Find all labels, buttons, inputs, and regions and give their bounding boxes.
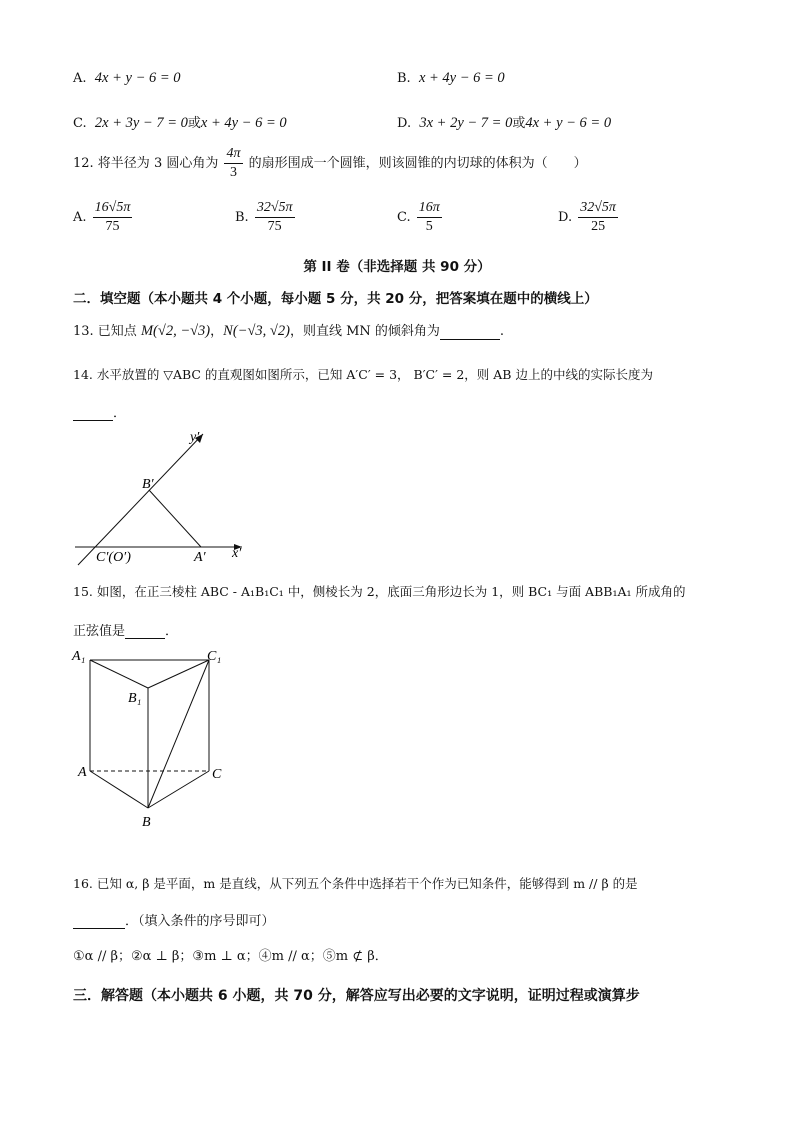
q15-text: 正弦值是 (73, 624, 126, 639)
option-expression-2: x + 4y − 6 = 0 (200, 115, 287, 131)
diagonal-b-c1 (148, 660, 209, 808)
point-b-label: B′ (142, 477, 154, 492)
q13-text-1: 13. 已知点 (73, 324, 141, 339)
answer-blank[interactable] (440, 327, 500, 340)
edge-a-b (90, 771, 148, 808)
option-label: C. (73, 116, 87, 131)
q13-stem (73, 320, 504, 340)
part2-title: 第 II 卷（非选择题 共 90 分） (303, 259, 491, 275)
q13-comma: ， (210, 324, 224, 339)
y-axis (78, 434, 203, 565)
q16-stem-line-2 (73, 910, 275, 929)
fraction-denominator: 3 (229, 165, 237, 180)
option-fraction (255, 200, 295, 235)
option-fraction (578, 200, 618, 235)
option-or: 或 (512, 116, 526, 131)
origin-label: C′(O′) (96, 550, 131, 565)
fraction-numerator: 32√5π (255, 200, 295, 218)
answer-blank[interactable] (73, 408, 113, 421)
section2-title: 二．填空题（本小题共 4 个小题，每小题 5 分，共 20 分，把答案填在题中的横线上） (73, 291, 598, 307)
q14-end: ． (113, 406, 127, 421)
q13-point-m: M(√2, −√3) (140, 323, 211, 339)
option-or: 或 (187, 116, 201, 131)
edge-b1-c1 (148, 660, 209, 688)
option-fraction (93, 200, 133, 235)
answer-blank[interactable] (125, 626, 165, 639)
q11-option-b (397, 70, 505, 87)
label-a: A (78, 765, 87, 780)
label-a1: A₁ (72, 649, 86, 664)
q16-conditions: ①α // β；②α ⊥ β；③m ⊥ α；④m // α；⑤m ⊄ β． (73, 949, 388, 964)
fraction-numerator: 32√5π (578, 200, 618, 218)
option-label: A. (73, 71, 87, 86)
q13-text-2: ，则直线 MN 的倾斜角为 (289, 324, 440, 339)
fraction-denominator: 75 (105, 219, 120, 234)
q12-option-b (235, 200, 297, 235)
x-axis-label: x′ (232, 546, 242, 561)
q15-end: ． (165, 624, 179, 639)
y-axis-label: y′ (190, 430, 200, 445)
label-c: C (212, 767, 222, 782)
label-c1: C₁ (207, 649, 222, 664)
option-label: D. (397, 116, 412, 131)
fraction-numerator: 16π (417, 200, 442, 218)
q11-option-d (397, 112, 611, 132)
edge-b-c (148, 771, 209, 808)
option-expression-2: 4x + y − 6 = 0 (525, 115, 612, 131)
q12-option-a (73, 200, 134, 235)
section3-title: 三．解答题（本小题共 6 小题，共 70 分，解答应写出必要的文字说明，证明过程或演算步 (73, 988, 640, 1004)
q11-option-c (73, 112, 287, 132)
q16-text: ．（填入条件的序号即可） (125, 914, 275, 929)
segment-b-a (149, 490, 201, 547)
option-expression: x + 4y − 6 = 0 (418, 70, 505, 86)
q11-option-a (73, 70, 181, 87)
q15-stem-line-2 (73, 620, 178, 639)
q12-option-d (558, 200, 620, 235)
option-expression-1: 3x + 2y − 7 = 0 (419, 115, 513, 131)
q15-figure (68, 640, 238, 835)
q14-stem: 14. 水平放置的 ▽ABC 的直观图如图所示，已知 A′C′ = 3， B′C′ = 2，则 AB 边上的中线的实际长度为 (73, 367, 653, 382)
option-label: C. (397, 210, 411, 225)
label-b1: B₁ (128, 691, 142, 706)
q16-stem-line-1: 16. 已知 α, β 是平面，m 是直线，从下列五个条件中选择若干个作为已知条件，能够得到 m // β 的是 (73, 876, 638, 891)
label-b: B (142, 815, 151, 830)
option-label: A. (73, 210, 87, 225)
fraction-denominator: 5 (425, 219, 433, 234)
point-a-label: A′ (194, 550, 206, 565)
option-expression-1: 2x + 3y − 7 = 0 (94, 115, 188, 131)
answer-blank[interactable] (73, 916, 125, 929)
q12-prefix: 12. 将半径为 3 圆心角为 (73, 156, 219, 171)
q15-stem-line-1: 15. 如图，在正三棱柱 ABC - A₁B₁C₁ 中，侧棱长为 2，底面三角形边长为 1，则 BC₁ 与面 ABB₁A₁ 所成角的 (73, 584, 686, 599)
q12-option-c (397, 200, 444, 235)
q13-point-n: N(−√3, √2) (223, 323, 290, 339)
option-label: D. (558, 210, 573, 225)
q14-figure (70, 425, 260, 570)
option-expression: 4x + y − 6 = 0 (94, 70, 181, 86)
q13-end: . (499, 324, 505, 339)
fraction-numerator: 16√5π (93, 200, 133, 218)
fraction-numerator: 4π (224, 146, 242, 164)
q14-answer-line (73, 402, 126, 421)
q12-angle-fraction (224, 146, 242, 181)
edge-a1-b1 (90, 660, 148, 688)
option-label: B. (235, 210, 249, 225)
fraction-denominator: 25 (591, 219, 606, 234)
fraction-denominator: 75 (267, 219, 282, 234)
q12-stem (73, 146, 587, 181)
option-fraction (417, 200, 442, 235)
option-label: B. (397, 71, 411, 86)
q12-suffix: 的扇形围成一个圆锥，则该圆锥的内切球的体积为（ ） (248, 156, 587, 171)
